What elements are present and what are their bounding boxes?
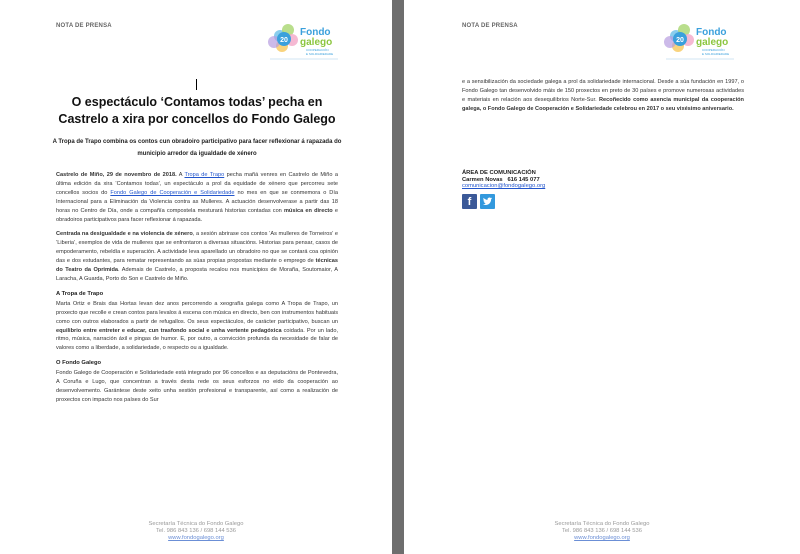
text-run: . Ademais de Castrelo, a proposta recalou nos municipios de Moraña, Soutomaior, A Laracha, A Guarda, Porto do Son e Castrelo de Miño. (56, 267, 338, 282)
article-title: O espectáculo ‘Contamos todas’ pecha en Castrelo a xira por concellos do Fondo Galego (58, 95, 336, 126)
footer-website-link[interactable]: www.fondogalego.org (574, 535, 630, 541)
paragraph-continued (462, 78, 744, 114)
svg-text:E SOLIDARIEDADE: E SOLIDARIEDADE (702, 52, 730, 56)
page-footer (502, 521, 702, 542)
bold-run: música en directo (283, 207, 333, 214)
bold-run: Recoñecido como axencia municipal da cooperación galega, o Fondo Galego de Cooperación e Solidariedade celebrou en 2017 o seu vixésimo aniversario. (462, 96, 744, 112)
svg-text:COOPERACIÓN: COOPERACIÓN (702, 48, 725, 52)
press-release-label: NOTA DE PRENSA (462, 23, 518, 29)
paragraph-tropa (56, 300, 338, 353)
text-run: e a sensibilización da sociedade galega a prol da solidariedade internacional. Desde a súa fundación en 1997, o Fondo Galego tan desenvolvido máis de 150 proxectos en preto de 30 países e promove numerosas actividades e materiais en relación aos desequilibrios Norte-Sur. (462, 79, 744, 103)
bold-run: Centrada na desigualdade e na violencia de xénero (56, 231, 193, 238)
article-body (56, 171, 338, 411)
footer-line: Secretaría Técnica do Fondo Galego (148, 521, 244, 527)
paragraph-violence (56, 230, 338, 283)
fondo-galego-logo (266, 18, 342, 66)
text-run: no mes en que se conmemora o Día Internacional para a Eliminación da Violencia contra as Mulleres. A actuación desenvolverase a partir das 18 horas no Centro de Día, onde a compañía compostela mesturará historias contadas con (56, 189, 338, 214)
press-release-label: NOTA DE PRENSA (56, 23, 112, 29)
svg-text:galego: galego (696, 37, 729, 48)
svg-text:E SOLIDARIEDADE: E SOLIDARIEDADE (306, 52, 334, 56)
text-run: Marta Ortiz e Brais das Hortas levan dez anos percorrendo a xeografía galega como A Tropa de Trapo, un proxecto que recolle e crean contos para levalos á escena con música en directo, ben con instrumentos habituais como con outros elaborados a partir de refugallos. Os seus espectáculos, de carácter participativo, buscan un (56, 300, 338, 325)
footer-website-link[interactable]: www.fondogalego.org (168, 535, 224, 541)
bold-run: equilibrio entre entreter e educar, cun trasfondo social e unha vertente pedagóxica (56, 327, 282, 334)
facebook-icon[interactable]: f (462, 194, 477, 209)
fondo-galego-logo (662, 18, 738, 66)
footer-line: Tel. 986 843 136 / 698 144 536 (562, 528, 642, 534)
text-run: , a sesión abrirase cos contos ‘As mulleres de Torneiros’ e ‘Liberia’, exemplos de vida de mulleres que se enfrontaron a diversas situacións. Historias para pensar, casos de empoderamento, rebeldía e superación. A actividade leva aparellado un obradoiro no que se contará coa opinión das e dos estudantes, para rematar representando as súas propias propostas mediante o emprego de (56, 231, 339, 265)
article-subtitle: A Tropa de Trapo combina os contos cun obradoiro participativo para facer reflexionar á rapazada do municipio arredor da igualdade de xénero (52, 139, 342, 157)
dateline: Castrelo de Miño, 29 de novembro de 2018. (56, 172, 177, 178)
text-run: e obradoiros participativos para facer reflexionar á rapazada. (56, 207, 338, 223)
link-fondo-galego[interactable]: Fondo Galego de Cooperación e Solidariedade (110, 189, 235, 196)
bold-run: técnicas do Teatro da Oprimida (56, 258, 338, 274)
text-run: pecha mañá venres en Castrelo de Miño a última edición da xira ‘Contamos todas’, un espectáculo a prol da equidade de xénero que percorreu sete concellos socios do (56, 172, 338, 196)
svg-text:Fondo: Fondo (300, 27, 331, 38)
page-gutter (392, 0, 404, 554)
section-heading-tropa: A Tropa de Trapo (56, 290, 104, 297)
svg-text:COOPERACIÓN: COOPERACIÓN (306, 48, 329, 52)
text-run: coidada. Por un lado, ritmo, música, narración áxil e pingas de humor. E, por outro, a convicción profunda da necesidade de falar de valores como a liberdade, a solidariedade, o respecto ou a igualdade. (56, 327, 338, 352)
twitter-icon[interactable] (480, 194, 495, 209)
contact-heading: ÁREA DE COMUNICACIÓN (462, 170, 536, 176)
article-body-continued (462, 78, 744, 114)
svg-text:galego: galego (300, 37, 333, 48)
social-links (462, 194, 495, 209)
footer-line: Secretaría Técnica do Fondo Galego (554, 521, 650, 527)
page-footer (96, 521, 296, 542)
link-tropa-de-trapo[interactable]: Tropa de Trapo (184, 172, 225, 178)
paragraph-intro (56, 171, 338, 224)
contact-email-link[interactable]: comunicacion@fondogalego.org (462, 183, 546, 189)
paragraph-fondo (56, 369, 338, 405)
svg-text:20: 20 (280, 37, 288, 44)
svg-text:Fondo: Fondo (696, 27, 727, 38)
svg-text:20: 20 (676, 37, 684, 44)
text-run: A (176, 172, 185, 178)
contact-block (462, 170, 662, 190)
contact-phone: 616 145 077 (507, 176, 540, 183)
text-cursor (196, 79, 197, 90)
contact-name: Carmen Novas (462, 176, 503, 183)
text-run: Fondo Galego de Cooperación e Solidariedade está integrado por 96 concellos e as deputacións de Pontevedra, A Coruña e Lugo, que concentran a través desta rede os seus esforzos no eido da cooperación ao desenvolvemento. Garántese deste xeito unha xestión profesional e transparente, así como a realización de proxectos con impacto nos países do Sur (56, 370, 338, 403)
footer-line: Tel. 986 843 136 / 698 144 536 (156, 528, 236, 534)
section-heading-fondo: O Fondo Galego (56, 360, 102, 367)
